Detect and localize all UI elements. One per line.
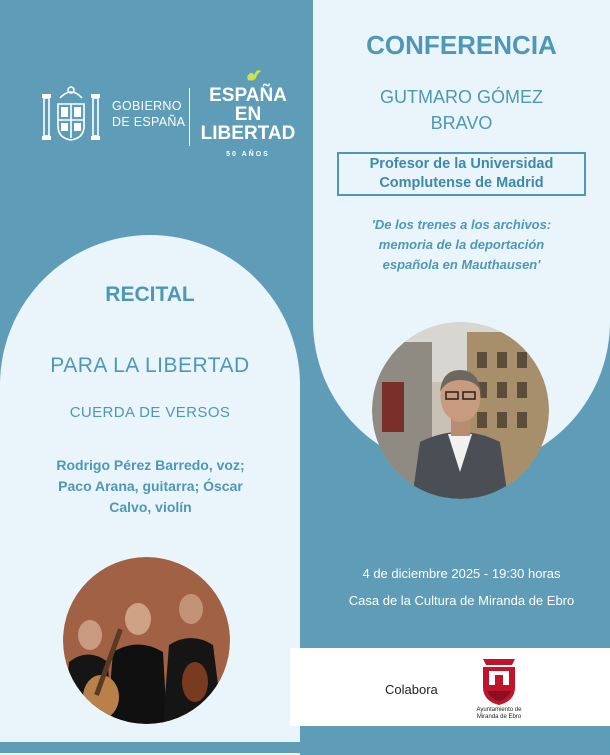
speaker-line1: GUTMARO GÓMEZ [380,87,543,107]
gobierno-de-espana-logo [112,98,185,130]
espana-line2: LIBERTAD [200,123,296,144]
speaker-photo [372,322,549,499]
performers-line3: Calvo, violín [109,499,192,515]
quote-line1: 'De los trenes a los archivos: [371,217,552,232]
miranda-coat-of-arms-icon [473,655,525,707]
speaker-line2: BRAVO [430,113,493,133]
gobierno-line2: DE ESPAÑA [112,115,186,129]
bottom-bar [0,742,610,753]
recital-title: RECITAL [105,283,195,306]
collaboration-label: Colabora [385,682,438,697]
role-line2: Complutense de Madrid [379,175,544,191]
espana-line1: ESPAÑA EN [209,85,287,125]
dove-icon [245,68,263,84]
collaboration-box [290,648,610,726]
talk-title [313,215,610,275]
performers-list [28,455,273,518]
recital-name: PARA LA LIBERTAD [50,354,250,377]
speaker-role-box [337,152,586,196]
coat-of-arms-icon [40,84,102,148]
quote-line2: memoria de la deportación [378,237,545,252]
event-venue: Casa de la Cultura de Miranda de Ebro [348,593,575,608]
org-line1: Ayuntamiento de [476,707,522,713]
espana-en-libertad-logo [200,86,296,164]
performers-line2: Paco Arana, guitarra; Óscar [58,478,243,494]
role-line1: Profesor de la Universidad [369,156,554,172]
performers-line1: Rodrigo Pérez Barredo, voz; [56,457,245,473]
org-line2: Miranda de Ebro [476,714,522,720]
event-date: 4 de diciembre 2025 - 19:30 horas [362,566,561,581]
speaker-name [313,84,610,136]
recital-group: CUERDA DE VERSOS [69,404,231,421]
band-photo [63,557,230,724]
gobierno-line1: GOBIERNO [112,99,182,113]
quote-line3: española en Mauthausen' [382,257,541,272]
logo-divider [189,88,190,146]
miranda-council-name [458,707,540,721]
conference-title: CONFERENCIA [366,30,557,60]
espana-sub: 50 AÑOS [226,151,270,158]
